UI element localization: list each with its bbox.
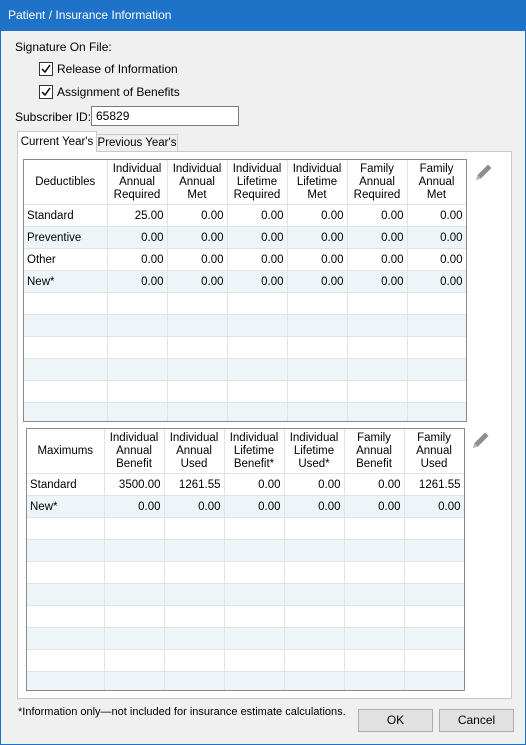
table-cell[interactable]: 1261.55: [164, 474, 224, 496]
table-cell[interactable]: [164, 650, 224, 672]
column-header-line: Required: [233, 188, 281, 201]
table-row[interactable]: [24, 315, 466, 337]
tab-previous-year[interactable]: Previous Year's: [96, 134, 178, 152]
table-cell[interactable]: 0.00: [224, 496, 284, 518]
table-cell[interactable]: [407, 381, 466, 403]
subscriber-id-label: Subscriber ID:: [15, 110, 92, 124]
table-row[interactable]: [27, 540, 464, 562]
deductibles-corner-header: Deductibles: [24, 160, 107, 205]
table-row[interactable]: [27, 606, 464, 628]
row-label: New*: [24, 271, 107, 293]
table-cell[interactable]: [164, 562, 224, 584]
table-cell[interactable]: [347, 381, 407, 403]
table-cell[interactable]: [284, 650, 344, 672]
row-label: [27, 518, 104, 540]
column-header-line: Used: [420, 457, 448, 470]
row-label: [27, 562, 104, 584]
table-cell[interactable]: 0.00: [347, 249, 407, 271]
table-cell[interactable]: [104, 672, 164, 692]
table-cell[interactable]: [407, 293, 466, 315]
column-header-line: Lifetime: [293, 444, 335, 457]
table-cell[interactable]: [344, 540, 404, 562]
table-cell[interactable]: 0.00: [344, 496, 404, 518]
column-header-line: Individual: [112, 162, 162, 175]
table-cell[interactable]: [224, 518, 284, 540]
table-cell[interactable]: 0.00: [164, 496, 224, 518]
table-cell[interactable]: 0.00: [107, 227, 167, 249]
table-row[interactable]: [27, 474, 464, 496]
table-row[interactable]: [24, 293, 466, 315]
column-header[interactable]: [347, 160, 407, 205]
row-label: [27, 628, 104, 650]
table-cell[interactable]: [224, 650, 284, 672]
table-cell[interactable]: [347, 359, 407, 381]
table-cell[interactable]: [224, 672, 284, 692]
column-header-line: Annual: [119, 175, 155, 188]
table-cell[interactable]: [344, 584, 404, 606]
signature-label: Signature On File:: [15, 40, 112, 54]
subscriber-id-value: 65829: [96, 109, 130, 123]
table-cell[interactable]: [284, 562, 344, 584]
table-cell[interactable]: [107, 381, 167, 403]
table-row[interactable]: [24, 271, 466, 293]
table-cell[interactable]: 0.00: [227, 249, 287, 271]
table-cell[interactable]: [104, 584, 164, 606]
checkmark-icon: [41, 87, 51, 97]
table-row[interactable]: [24, 205, 466, 227]
table-cell[interactable]: [227, 359, 287, 381]
tab-current-year[interactable]: Current Year's: [17, 131, 97, 152]
table-cell[interactable]: 0.00: [407, 249, 466, 271]
row-label: [27, 584, 104, 606]
table-cell[interactable]: [227, 293, 287, 315]
table-cell[interactable]: 3500.00: [104, 474, 164, 496]
row-label: [24, 403, 107, 423]
table-cell[interactable]: [404, 650, 464, 672]
column-header-line: Individual: [169, 431, 219, 444]
subscriber-id-input[interactable]: [91, 106, 239, 126]
table-row[interactable]: [24, 337, 466, 359]
table-row[interactable]: [27, 518, 464, 540]
table-cell[interactable]: [404, 606, 464, 628]
table-cell[interactable]: 0.00: [284, 496, 344, 518]
column-header-line: Individual: [232, 162, 282, 175]
column-header[interactable]: [404, 429, 464, 474]
table-cell[interactable]: 0.00: [287, 227, 347, 249]
row-label: Preventive: [24, 227, 107, 249]
table-cell[interactable]: [344, 606, 404, 628]
column-header-line: Lifetime: [296, 175, 338, 188]
table-cell[interactable]: [104, 628, 164, 650]
table-cell[interactable]: [227, 403, 287, 423]
row-label: [27, 540, 104, 562]
table-cell[interactable]: [407, 337, 466, 359]
table-cell[interactable]: [404, 518, 464, 540]
table-cell[interactable]: 0.00: [227, 271, 287, 293]
row-label: [24, 381, 107, 403]
row-label: [27, 650, 104, 672]
table-cell[interactable]: [347, 293, 407, 315]
table-cell[interactable]: [107, 359, 167, 381]
release-checkbox[interactable]: [39, 62, 53, 76]
table-cell[interactable]: 0.00: [167, 227, 227, 249]
table-cell[interactable]: [344, 628, 404, 650]
table-cell[interactable]: 0.00: [224, 474, 284, 496]
table-cell[interactable]: [167, 293, 227, 315]
table-row[interactable]: [24, 381, 466, 403]
column-header[interactable]: [164, 429, 224, 474]
column-header-line: Individual: [292, 162, 342, 175]
table-cell[interactable]: [107, 337, 167, 359]
maximums-corner-header: Maximums: [27, 429, 104, 474]
column-header-line: Individual: [172, 162, 222, 175]
table-cell[interactable]: [287, 359, 347, 381]
row-label: Other: [24, 249, 107, 271]
column-header-line: Family: [360, 162, 394, 175]
column-header-line: Annual: [116, 444, 152, 457]
table-cell[interactable]: [104, 540, 164, 562]
table-row[interactable]: [24, 359, 466, 381]
table-cell[interactable]: [407, 359, 466, 381]
table-cell[interactable]: [284, 584, 344, 606]
table-cell[interactable]: [287, 293, 347, 315]
table-cell[interactable]: [284, 628, 344, 650]
table-cell[interactable]: [224, 584, 284, 606]
table-cell[interactable]: 0.00: [347, 271, 407, 293]
column-header-line: Individual: [109, 431, 159, 444]
table-cell[interactable]: [104, 606, 164, 628]
table-cell[interactable]: [164, 606, 224, 628]
row-label: [24, 359, 107, 381]
column-header-line: Individual: [289, 431, 339, 444]
assignment-label[interactable]: Assignment of Benefits: [57, 85, 180, 99]
table-cell[interactable]: 0.00: [404, 496, 464, 518]
edit-maximums-pencil-icon[interactable]: [469, 428, 493, 455]
table-cell[interactable]: [404, 562, 464, 584]
row-label: Standard: [24, 205, 107, 227]
column-header-line: Family: [419, 162, 454, 175]
table-cell[interactable]: [344, 650, 404, 672]
column-header[interactable]: [287, 160, 347, 205]
table-cell[interactable]: [404, 672, 464, 692]
table-cell[interactable]: 0.00: [107, 249, 167, 271]
table-cell[interactable]: [107, 403, 167, 423]
table-cell[interactable]: 0.00: [344, 474, 404, 496]
table-cell[interactable]: 0.00: [287, 271, 347, 293]
row-label: [24, 337, 107, 359]
table-cell[interactable]: [227, 315, 287, 337]
table-cell[interactable]: 0.00: [167, 205, 227, 227]
assignment-checkbox[interactable]: [39, 85, 53, 99]
table-cell[interactable]: 0.00: [407, 271, 466, 293]
table-cell[interactable]: [224, 562, 284, 584]
table-cell[interactable]: [287, 337, 347, 359]
table-cell[interactable]: 0.00: [227, 227, 287, 249]
column-header[interactable]: [227, 160, 287, 205]
row-label: [24, 315, 107, 337]
column-header-line: Annual: [176, 444, 212, 457]
column-header-line: Met: [187, 188, 207, 201]
column-header-line: Met: [307, 188, 327, 201]
table-row[interactable]: [27, 496, 464, 518]
table-cell[interactable]: [344, 562, 404, 584]
table-cell[interactable]: [344, 518, 404, 540]
table-row[interactable]: [27, 628, 464, 650]
table-cell[interactable]: [404, 540, 464, 562]
table-cell[interactable]: 0.00: [287, 205, 347, 227]
table-cell[interactable]: 0.00: [227, 205, 287, 227]
title-bar: [0, 0, 526, 31]
table-cell[interactable]: [104, 518, 164, 540]
table-cell[interactable]: [167, 381, 227, 403]
table-cell[interactable]: [407, 315, 466, 337]
column-header-line: Used*: [298, 457, 330, 470]
table-cell[interactable]: 0.00: [347, 205, 407, 227]
table-cell[interactable]: 25.00: [107, 205, 167, 227]
column-header-line: Lifetime: [236, 175, 278, 188]
table-cell[interactable]: [167, 359, 227, 381]
table-cell[interactable]: [347, 337, 407, 359]
table-cell[interactable]: [344, 672, 404, 692]
row-label: [27, 672, 104, 692]
table-row[interactable]: [27, 584, 464, 606]
table-cell[interactable]: [287, 403, 347, 423]
row-label: New*: [27, 496, 104, 518]
column-header[interactable]: [104, 429, 164, 474]
table-row[interactable]: [27, 650, 464, 672]
table-cell[interactable]: 0.00: [167, 249, 227, 271]
table-cell[interactable]: [164, 628, 224, 650]
table-cell[interactable]: [167, 315, 227, 337]
table-cell[interactable]: [347, 403, 407, 423]
row-label: Standard: [27, 474, 104, 496]
table-row[interactable]: [24, 249, 466, 271]
column-header-line: Benefit: [116, 457, 152, 470]
column-header[interactable]: [284, 429, 344, 474]
table-cell[interactable]: [164, 672, 224, 692]
table-cell[interactable]: [227, 337, 287, 359]
table-cell[interactable]: 1261.55: [404, 474, 464, 496]
window-title: Patient / Insurance Information: [8, 8, 172, 22]
edit-deductibles-pencil-icon[interactable]: [472, 160, 496, 187]
table-cell[interactable]: [404, 628, 464, 650]
row-label: [24, 293, 107, 315]
table-cell[interactable]: [404, 584, 464, 606]
table-cell[interactable]: 0.00: [167, 271, 227, 293]
table-cell[interactable]: [164, 540, 224, 562]
table-cell[interactable]: [164, 584, 224, 606]
column-header-line: Required: [113, 188, 161, 201]
footnote: *Information only—not included for insurance estimate calculations.: [18, 706, 346, 718]
table-cell[interactable]: 0.00: [284, 474, 344, 496]
ok-button[interactable]: OK: [358, 709, 433, 732]
table-cell[interactable]: [224, 606, 284, 628]
checkmark-icon: [41, 64, 51, 74]
maximums-grid[interactable]: [26, 428, 465, 691]
column-header-line: Annual: [359, 175, 395, 188]
row-label: [27, 606, 104, 628]
table-cell[interactable]: [407, 403, 466, 423]
table-cell[interactable]: [167, 403, 227, 423]
table-cell[interactable]: [164, 518, 224, 540]
table-cell[interactable]: [347, 315, 407, 337]
table-cell[interactable]: [287, 381, 347, 403]
column-header-line: Annual: [418, 175, 455, 188]
table-cell[interactable]: [167, 337, 227, 359]
column-header-line: Annual: [179, 175, 215, 188]
table-cell[interactable]: 0.00: [104, 496, 164, 518]
column-header-line: Met: [426, 188, 447, 201]
table-cell[interactable]: 0.00: [107, 271, 167, 293]
column-header-line: Annual: [416, 444, 452, 457]
table-cell[interactable]: [284, 518, 344, 540]
column-header-line: Required: [353, 188, 401, 201]
column-header[interactable]: [224, 429, 284, 474]
column-header-line: Benefit: [356, 457, 392, 470]
column-header[interactable]: [407, 160, 466, 205]
column-header[interactable]: [107, 160, 167, 205]
column-header[interactable]: [344, 429, 404, 474]
table-row[interactable]: [27, 672, 464, 692]
column-header-line: Family: [357, 431, 391, 444]
table-cell[interactable]: [224, 628, 284, 650]
table-cell[interactable]: [107, 293, 167, 315]
column-header-line: Annual: [356, 444, 392, 457]
table-cell[interactable]: [227, 381, 287, 403]
column-header-line: Individual: [229, 431, 279, 444]
column-header-line: Family: [417, 431, 451, 444]
column-header[interactable]: [167, 160, 227, 205]
table-cell[interactable]: [284, 672, 344, 692]
table-cell[interactable]: [284, 606, 344, 628]
column-header-line: Used: [180, 457, 208, 470]
table-cell[interactable]: [107, 315, 167, 337]
deductibles-grid[interactable]: [23, 159, 467, 422]
table-cell[interactable]: [224, 540, 284, 562]
table-cell[interactable]: [287, 315, 347, 337]
table-cell[interactable]: [284, 540, 344, 562]
column-header-line: Benefit*: [233, 457, 275, 470]
table-cell[interactable]: [104, 650, 164, 672]
table-row[interactable]: [24, 403, 466, 423]
table-cell[interactable]: 0.00: [407, 205, 466, 227]
table-row[interactable]: [27, 562, 464, 584]
release-label[interactable]: Release of Information: [57, 62, 178, 76]
table-cell[interactable]: 0.00: [347, 227, 407, 249]
cancel-button[interactable]: Cancel: [439, 709, 514, 732]
table-cell[interactable]: [104, 562, 164, 584]
table-cell[interactable]: 0.00: [287, 249, 347, 271]
table-row[interactable]: [24, 227, 466, 249]
column-header-line: Lifetime: [233, 444, 275, 457]
table-cell[interactable]: 0.00: [407, 227, 466, 249]
